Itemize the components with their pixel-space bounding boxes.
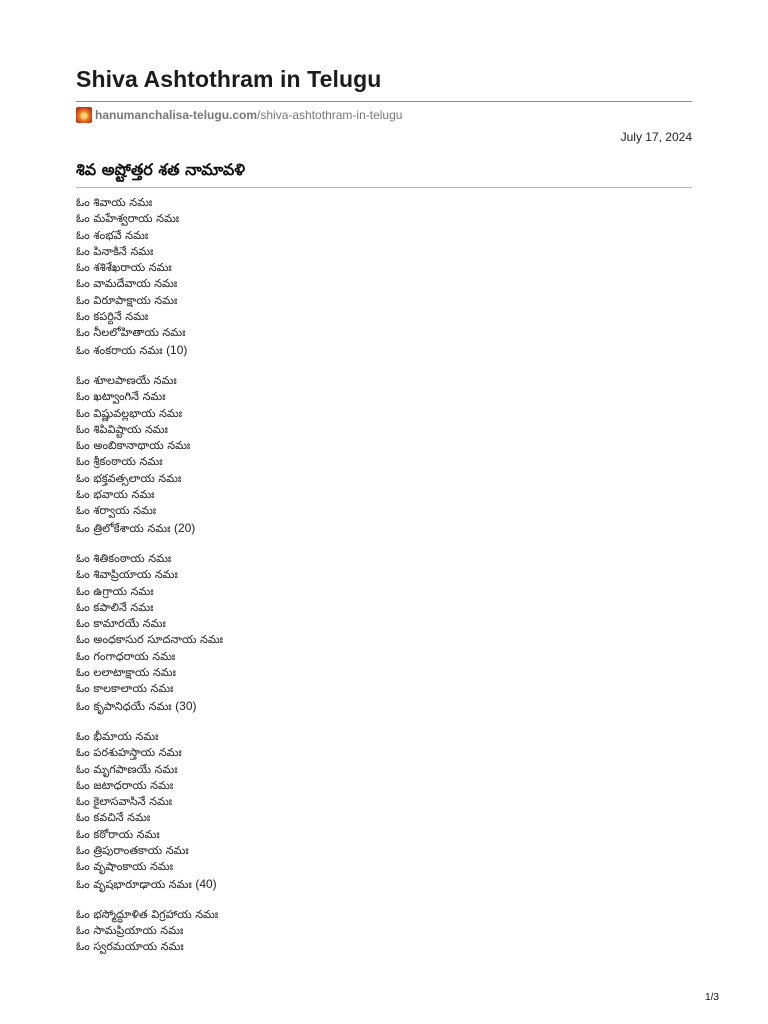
mantra-text: ఓం విరూపాక్షాయ నమః: [76, 293, 178, 307]
mantra-text: ఓం అంబికానాథాయ నమః: [76, 439, 191, 453]
mantra-line: [76, 503, 692, 519]
mantra-line: [76, 454, 692, 470]
mantra-line: [76, 342, 692, 358]
mantra-text: ఓం శివాప్రియాయ నమః: [76, 568, 178, 582]
mantra-line: [76, 406, 692, 422]
mantra-text: ఓం ఉగ్రాయ నమః: [76, 584, 154, 598]
mantra-text: ఓం కఠోరాయ నమః: [76, 827, 160, 841]
mantra-text: ఓం స్వరమయాయ నమః: [76, 940, 184, 954]
mantra-line: [76, 389, 692, 405]
mantra-line: [76, 551, 692, 567]
mantra-line: [76, 681, 692, 697]
mantra-line: [76, 325, 692, 341]
mantra-text: ఓం భక్తవత్సలాయ నమః: [76, 471, 182, 485]
mantra-text: ఓం జటాధరాయ నమః: [76, 778, 174, 792]
mantra-line: [76, 195, 692, 211]
mantra-text: ఓం మృగపాణయే నమః: [76, 762, 178, 776]
mantra-line: [76, 600, 692, 616]
mantra-line: [76, 827, 692, 843]
mantra-text: ఓం శ్రీకంఠాయ నమః: [76, 455, 163, 469]
source-line: [76, 106, 402, 124]
mantra-line: [76, 228, 692, 244]
mantra-text: ఓం వృషభారూఢాయ నమః: [76, 877, 192, 891]
mantra-text: ఓం శంభవే నమః: [76, 228, 149, 242]
mantra-line: [76, 520, 692, 536]
mantra-line: [76, 438, 692, 454]
mantra-line: [76, 487, 692, 503]
mantra-text: ఓం పరశుహస్తాయ నమః: [76, 746, 182, 760]
mantra-line: [76, 567, 692, 583]
mantra-line: [76, 729, 692, 745]
page-number: 1/3: [705, 992, 719, 1003]
mantra-count: (10): [166, 342, 188, 357]
mantra-text: ఓం శూలపాణయే నమః: [76, 373, 177, 387]
mantra-text: ఓం త్రిపురాంతకాయ నమః: [76, 843, 189, 857]
mantra-text: ఓం లలాటాక్షాయ నమః: [76, 666, 176, 680]
mantra-group: [76, 195, 692, 358]
mantra-text: ఓం అంధకాసుర సూదనాయ నమః: [76, 633, 223, 647]
mantra-count: (20): [173, 520, 196, 535]
source-domain[interactable]: hanumanchalisa-telugu.com: [95, 108, 258, 122]
title-divider: [76, 101, 692, 102]
section-heading: శివ అష్టోత్తర శత నామావళి: [76, 160, 246, 179]
mantra-text: ఓం విష్ణువల్లభాయ నమః: [76, 406, 183, 420]
mantra-line: [76, 632, 692, 648]
mantra-list: [76, 195, 692, 971]
mantra-line: [76, 745, 692, 761]
mantra-line: [76, 309, 692, 325]
mantra-text: ఓం గంగాధరాయ నమః: [76, 649, 176, 663]
mantra-text: ఓం శశిశేఖరాయ నమః: [76, 261, 172, 275]
mantra-line: [76, 843, 692, 859]
source-url[interactable]: [95, 108, 402, 122]
mantra-line: [76, 276, 692, 292]
mantra-text: ఓం శర్వాయ నమః: [76, 504, 157, 518]
mantra-line: [76, 794, 692, 810]
mantra-count: (30): [175, 698, 197, 713]
mantra-text: ఓం సామప్రియాయ నమః: [76, 924, 184, 938]
mantra-group: [76, 551, 692, 714]
mantra-text: ఓం భస్మోద్ధూళిత విగ్రహాయ నమః: [76, 907, 219, 921]
mantra-line: [76, 810, 692, 826]
mantra-line: [76, 859, 692, 875]
mantra-text: ఓం వామదేవాయ నమః: [76, 277, 178, 291]
mantra-text: ఓం కైలాసవాసినే నమః: [76, 795, 173, 809]
mantra-line: [76, 778, 692, 794]
mantra-text: ఓం కామారయే నమః: [76, 617, 166, 631]
mantra-text: ఓం నీలలోహితాయ నమః: [76, 326, 186, 340]
mantra-group: [76, 729, 692, 892]
mantra-text: ఓం కపాలినే నమః: [76, 600, 154, 614]
mantra-text: ఓం శివాయ నమః: [76, 196, 153, 209]
mantra-line: [76, 211, 692, 227]
mantra-text: ఓం త్రిలోకేశాయ నమః: [76, 521, 171, 535]
site-favicon-icon: [76, 107, 92, 123]
mantra-line: [76, 907, 692, 923]
mantra-text: ఓం పినాకినే నమః: [76, 244, 154, 258]
mantra-line: [76, 698, 692, 714]
mantra-text: ఓం కపర్దినే నమః: [76, 310, 149, 324]
mantra-count: (40): [195, 876, 217, 891]
mantra-line: [76, 584, 692, 600]
mantra-line: [76, 649, 692, 665]
mantra-line: [76, 260, 692, 276]
mantra-text: ఓం కవచినే నమః: [76, 811, 151, 825]
mantra-line: [76, 939, 692, 955]
mantra-line: [76, 616, 692, 632]
mantra-text: ఓం ఖట్వాంగినే నమః: [76, 390, 166, 404]
page-title: Shiva Ashtothram in Telugu: [76, 66, 382, 92]
mantra-line: [76, 244, 692, 260]
heading-divider: [76, 187, 692, 188]
mantra-text: ఓం కాలకాలాయ నమః: [76, 682, 174, 696]
mantra-group: [76, 373, 692, 536]
mantra-text: ఓం భీమాయ నమః: [76, 729, 159, 743]
mantra-line: [76, 762, 692, 778]
mantra-line: [76, 876, 692, 892]
mantra-text: ఓం వృషాంకాయ నమః: [76, 860, 174, 874]
publish-date: July 17, 2024: [620, 130, 692, 144]
mantra-text: ఓం మహేశ్వరాయ నమః: [76, 212, 180, 226]
mantra-group: [76, 907, 692, 956]
source-path[interactable]: /shiva-ashtothram-in-telugu: [257, 108, 403, 122]
mantra-line: [76, 373, 692, 389]
mantra-line: [76, 923, 692, 939]
mantra-line: [76, 665, 692, 681]
mantra-text: ఓం శిపివిష్టాయ నమః: [76, 422, 168, 436]
mantra-line: [76, 422, 692, 438]
mantra-text: ఓం శితికంఠాయ నమః: [76, 551, 172, 565]
mantra-text: ఓం కృపానిధయే నమః: [76, 699, 172, 713]
mantra-text: ఓం భవాయ నమః: [76, 488, 155, 502]
mantra-text: ఓం శంకరాయ నమః: [76, 343, 163, 357]
mantra-line: [76, 293, 692, 309]
mantra-line: [76, 471, 692, 487]
